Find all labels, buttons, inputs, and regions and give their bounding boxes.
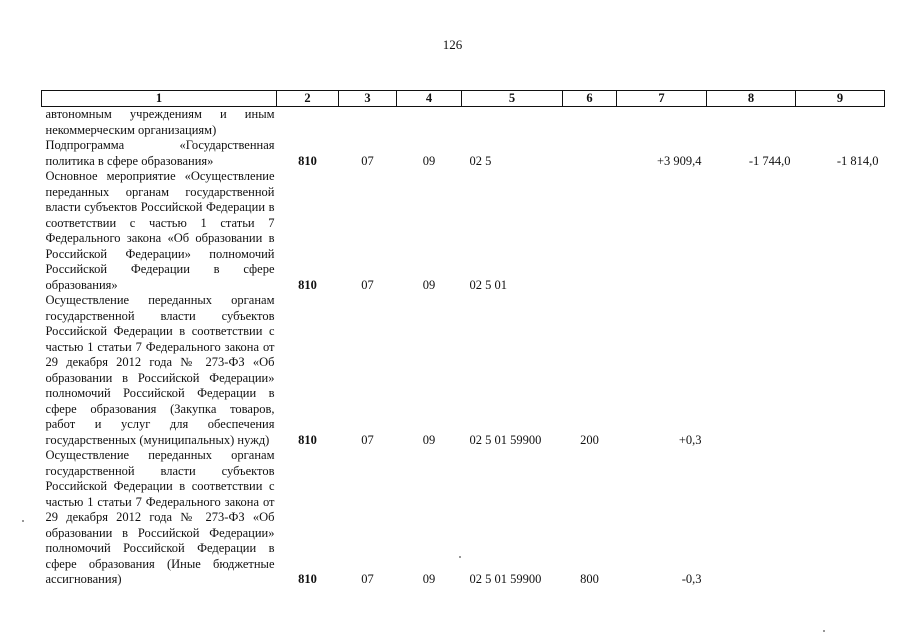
amount-cell-3	[796, 169, 885, 293]
page-number: 126	[442, 37, 463, 52]
table-row	[42, 138, 885, 169]
row-name-cell: Осуществление переданных органам государственной власти субъектов Российской Федерации в соответствии с частью 1 статьи 7 Федерального закона от 29 декабря 2012 года № 273-ФЗ «Об образовании в Российской Федерации» полномочий Российской Федерации в сфере образования (Закупка товаров, работ и услуг для обеспечения государственных (муниципальных) нужд)	[45, 293, 275, 447]
table-header-row	[42, 91, 885, 107]
amount-cell-3	[796, 293, 885, 448]
expense-type-cell: 200	[580, 432, 599, 447]
expense-type-cell	[563, 107, 617, 139]
ministry-code-cell: 810	[298, 572, 317, 586]
ministry-code-cell: 810	[298, 277, 317, 292]
column-header: 3	[339, 91, 397, 107]
row-name-cell: Основное мероприятие «Осуществление переданных органам государственной власти субъектов Российской Федерации в соответствии с частью 1 статьи 7 Федерального закона «Об образовании в Российской Федерации» полномочий Российской Федерации в сфере образования»	[45, 169, 275, 292]
amount-cell-2: -1 744,0	[748, 153, 791, 168]
expense-type-cell: 800	[580, 572, 599, 586]
section-cell: 07	[361, 153, 374, 168]
subsection-cell: 09	[422, 432, 436, 447]
row-name-cell: Осуществление переданных органам государственной власти субъектов Российской Федерации в соответствии с частью 1 статьи 7 Федерального закона от 29 декабря 2012 года № 273-ФЗ «Об образовании в Российской Федерации» полномочий Российской Федерации в сфере образования (Иные бюджетные ассигнования)	[45, 448, 275, 586]
column-header: 1	[42, 91, 277, 107]
budget-table	[41, 90, 885, 588]
amount-cell-1	[617, 107, 707, 139]
target-article-cell: 02 5 01 59900	[469, 432, 542, 447]
scan-speck	[22, 520, 24, 522]
table-row	[42, 107, 885, 139]
amount-cell-1: +0,3	[678, 432, 702, 447]
expense-type-cell	[563, 138, 617, 169]
amount-cell-1: +3 909,4	[656, 153, 702, 168]
ministry-code-cell: 810	[298, 153, 317, 168]
subsection-cell: 09	[422, 277, 436, 292]
amount-cell-2	[707, 293, 796, 448]
subsection-cell: 09	[422, 572, 436, 586]
scan-speck	[823, 630, 825, 632]
table-row	[42, 169, 885, 293]
subsection-cell	[397, 107, 462, 139]
section-cell: 07	[361, 277, 374, 292]
target-article-cell: 02 5 01	[469, 277, 507, 292]
column-header: 9	[796, 91, 885, 107]
target-article-cell	[462, 107, 563, 139]
amount-cell-2	[707, 448, 796, 588]
section-cell: 07	[361, 432, 374, 447]
table-row	[42, 293, 885, 448]
column-header: 6	[563, 91, 617, 107]
amount-cell-1: -0,3	[681, 572, 702, 586]
amount-cell-1	[617, 169, 707, 293]
amount-cell-3: -1 814,0	[836, 153, 879, 168]
target-article-cell: 02 5	[469, 153, 492, 168]
amount-cell-2	[707, 107, 796, 139]
row-name-cell: автономным учреждениям и иным некоммерческим организациям)	[45, 107, 275, 137]
column-header: 5	[462, 91, 563, 107]
section-cell: 07	[361, 572, 374, 586]
amount-cell-2	[707, 169, 796, 293]
row-name-cell: Подпрограмма «Государственная политика в сфере образования»	[45, 138, 275, 168]
ministry-code-cell: 810	[298, 432, 317, 447]
subsection-cell: 09	[422, 153, 436, 168]
ministry-code-cell	[277, 107, 339, 139]
scan-speck	[459, 556, 461, 558]
section-cell	[339, 107, 397, 139]
amount-cell-3	[796, 448, 885, 588]
target-article-cell: 02 5 01 59900	[469, 572, 542, 586]
table-row	[42, 448, 885, 588]
column-header: 4	[397, 91, 462, 107]
amount-cell-3	[796, 107, 885, 139]
column-header: 2	[277, 91, 339, 107]
column-header: 7	[617, 91, 707, 107]
expense-type-cell	[563, 169, 617, 293]
column-header: 8	[707, 91, 796, 107]
